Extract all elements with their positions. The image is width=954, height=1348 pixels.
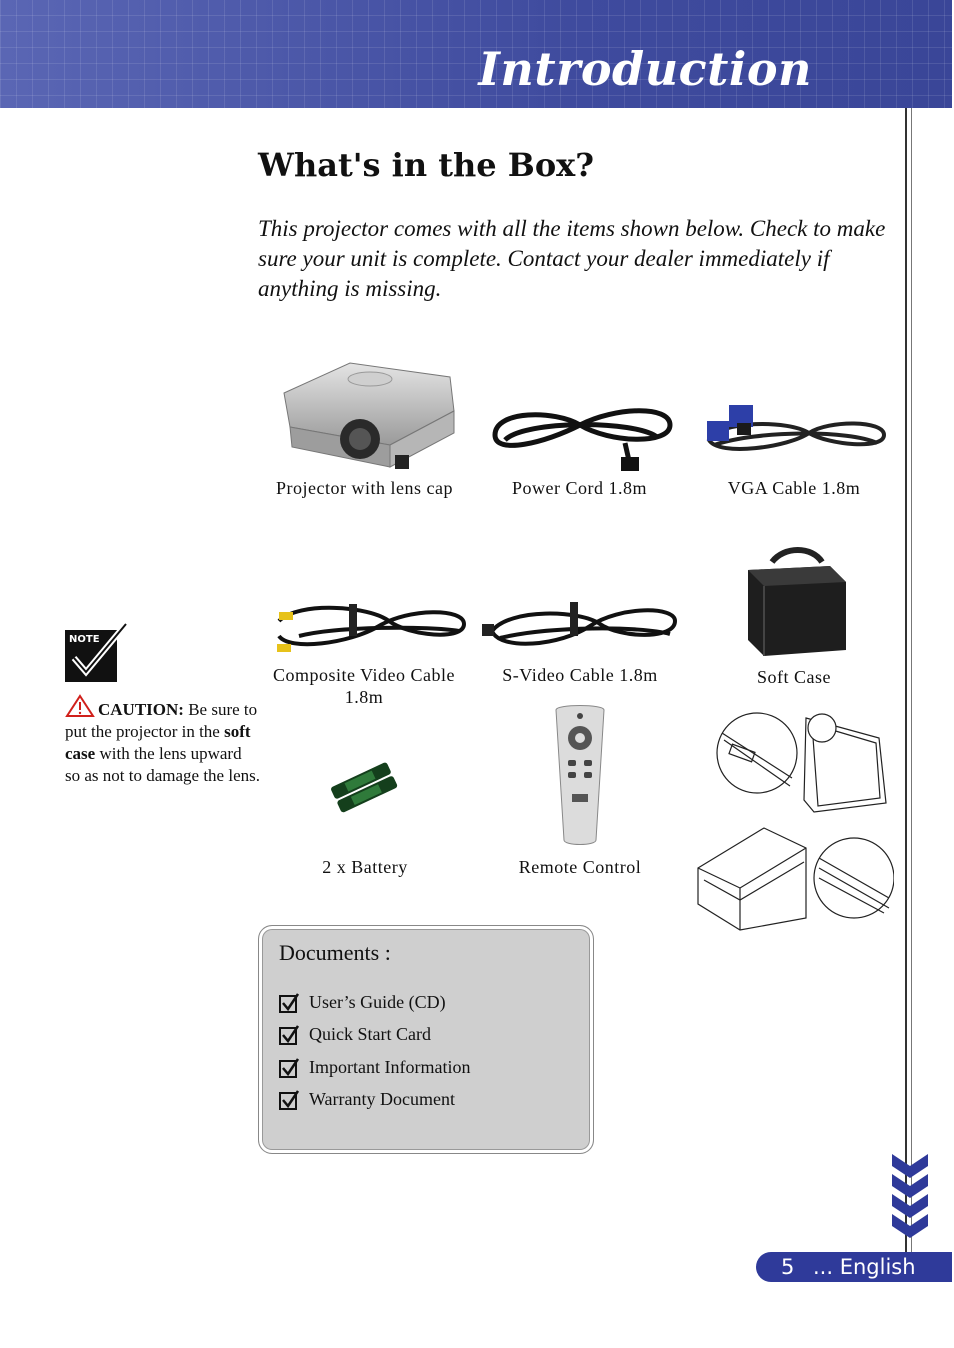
chapter-header: [0, 0, 952, 108]
caution-label: CAUTION:: [98, 700, 184, 719]
caution-text-2: with the lens upward so as not to damage the lens.: [65, 744, 260, 785]
remote-image: [550, 702, 610, 847]
battery-label: 2 x Battery: [322, 857, 408, 877]
svg-text:NOTE: NOTE: [69, 634, 100, 645]
page-rule-thin: [911, 108, 912, 1253]
projector-image: [270, 355, 460, 477]
soft-case-instructions-illustration: [694, 708, 894, 933]
soft-case-image: [734, 544, 854, 666]
remote-label: Remote Control: [518, 857, 642, 877]
soft-case-label: Soft Case: [757, 667, 831, 687]
document-item: Warranty Document: [279, 1089, 455, 1110]
battery-image: [328, 755, 403, 820]
item-vga-cable: [695, 395, 893, 499]
checked-box-icon: [279, 993, 299, 1013]
intro-paragraph: This projector comes with all the items shown below. Check to make sure your unit is complete. Contact your dealer immediately if anything is missing.: [258, 216, 886, 301]
vga-cable-label: VGA Cable 1.8m: [727, 478, 861, 498]
composite-cable-label: Composite Video Cable: [272, 665, 456, 685]
power-cord-label: Power Cord 1.8m: [512, 478, 647, 498]
checked-box-icon: [279, 1090, 299, 1110]
composite-cable-image: [259, 596, 469, 664]
document-item: Quick Start Card: [279, 1024, 431, 1045]
composite-cable-label-length: 1.8m: [344, 687, 384, 707]
svideo-cable-label: S-Video Cable 1.8m: [502, 665, 658, 685]
section-title: What's in the Box?: [258, 146, 594, 184]
page-footer-tab: [756, 1252, 952, 1282]
document-item: User’s Guide (CD): [279, 992, 446, 1013]
item-svideo-cable: [480, 596, 680, 686]
item-projector: [262, 355, 467, 499]
caution-bold: soft case: [65, 722, 251, 763]
page-rule: [905, 108, 907, 1253]
checked-box-icon: [279, 1025, 299, 1045]
note-icon: [64, 622, 130, 684]
projector-label: Projector with lens cap: [276, 478, 453, 498]
documents-box: [258, 925, 594, 1154]
item-composite-cable: [258, 596, 470, 708]
page-number: 5: [781, 1255, 795, 1279]
item-battery: [300, 755, 430, 878]
checked-box-icon: [279, 1058, 299, 1078]
vga-cable-image: [699, 395, 889, 477]
documents-title: Documents :: [279, 940, 391, 965]
page-language: ... English: [813, 1255, 916, 1279]
chapter-title: Introduction: [478, 42, 812, 96]
caution-note: [65, 694, 260, 787]
item-power-cord: [482, 395, 677, 499]
svideo-cable-image: [480, 596, 680, 664]
item-remote: [500, 702, 660, 878]
item-soft-case: [705, 544, 883, 688]
power-cord-image: [485, 395, 675, 477]
chevron-down-icon: [890, 1152, 930, 1240]
document-item: Important Information: [279, 1057, 470, 1078]
caution-text-1: Be sure to put the projector in the: [65, 700, 258, 741]
warning-triangle-icon: [65, 694, 95, 718]
